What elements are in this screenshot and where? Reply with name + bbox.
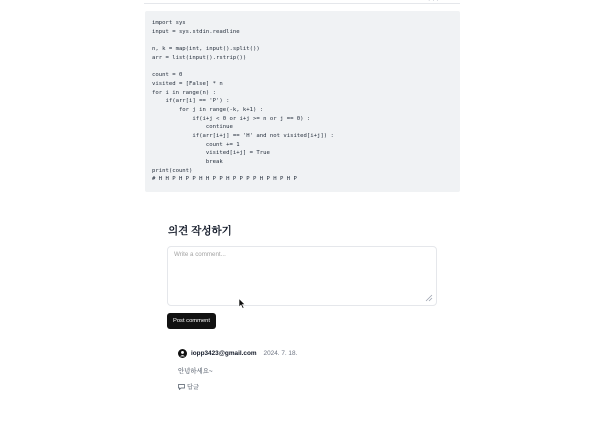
- code-line: if(arr[i+j] == 'H' and not visited[i+j]) :: [152, 132, 334, 139]
- top-divider: [144, 0, 460, 4]
- code-line: if(arr[i] == 'P') :: [152, 98, 230, 105]
- reply-button[interactable]: [178, 382, 199, 391]
- code-line: if(i+j < 0 or i+j >= n or j == 0) :: [152, 115, 311, 122]
- code-line: count = 0: [152, 72, 183, 79]
- comments-title: 의견 작성하기: [168, 225, 232, 237]
- code-line: for j in range(-k, k+1) :: [152, 106, 264, 113]
- post-comment-button[interactable]: Post comment: [167, 313, 216, 329]
- mouse-pointer-icon: [238, 298, 246, 309]
- code-line: arr = list(input().rstrip()): [152, 54, 247, 61]
- user-circle-icon: [178, 349, 187, 358]
- resize-handle-icon[interactable]: [425, 294, 433, 302]
- code-line: for i in range(n) :: [152, 89, 216, 96]
- code-line: print(count): [152, 167, 193, 174]
- code-line: [152, 36, 453, 45]
- top-controls[interactable]: · · ·: [428, 0, 439, 4]
- comment-text: 안녕하세요~: [178, 368, 213, 375]
- comment-date: 2024. 7. 18.: [263, 350, 298, 357]
- code-line: n, k = map(int, input().split()): [152, 46, 260, 53]
- code-line: [152, 62, 453, 71]
- reply-label: 답글: [187, 384, 199, 391]
- code-line: count += 1: [152, 141, 240, 148]
- code-line: import sys: [152, 20, 186, 26]
- code-block: [145, 11, 460, 192]
- code-line: # H H P H P P H H P P H P P P P H P H P H P: [152, 176, 297, 183]
- comment-input[interactable]: [167, 246, 437, 306]
- reply-icon: [178, 384, 185, 390]
- code-line: continue: [152, 124, 233, 131]
- code-line: input = sys.stdin.readline: [152, 28, 240, 35]
- code-line: visited = [False] * n: [152, 80, 223, 87]
- code-line: visited[i+j] = True: [152, 150, 270, 157]
- comment-header: [178, 348, 297, 359]
- code-line: break: [152, 159, 223, 165]
- comment-author: iopp3423@gmail.com: [191, 350, 257, 357]
